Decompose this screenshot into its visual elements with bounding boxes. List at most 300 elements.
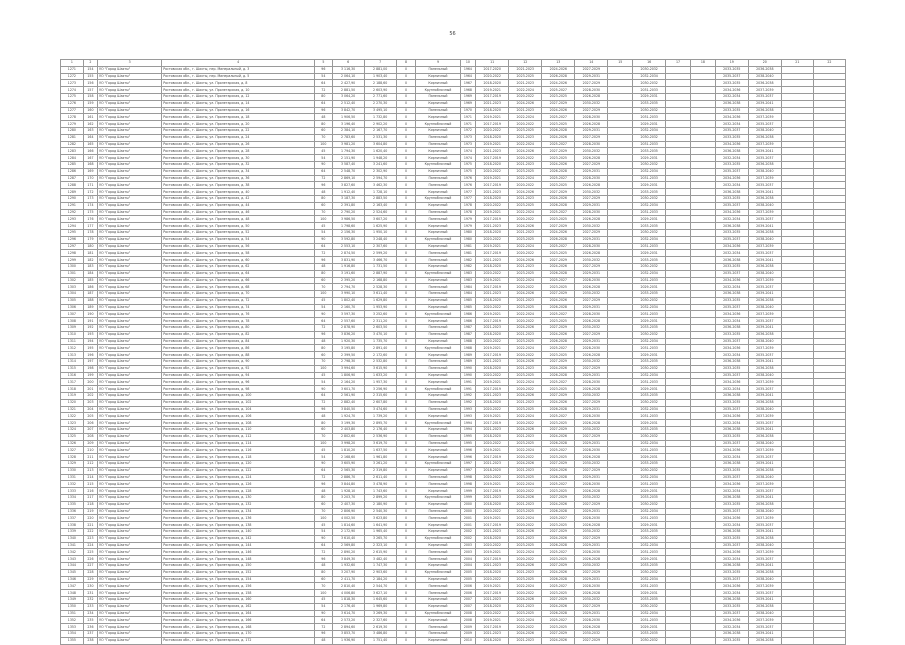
table-cell: УО "Город Шахты" xyxy=(98,603,162,610)
table-cell xyxy=(813,433,845,440)
table-cell: Панельный xyxy=(416,630,460,637)
table-cell: 2035-2037 xyxy=(715,168,748,175)
table-cell: 2030-2032 xyxy=(633,331,666,338)
table-cell: Ростовская обл., г. Шахты, пер. Минеральный, д. 3 xyxy=(162,66,315,73)
table-row xyxy=(61,433,846,440)
table-cell: 165 xyxy=(83,141,97,148)
table-cell: 2024-2026 xyxy=(509,359,542,366)
table-cell: 3 191,60 xyxy=(332,270,364,277)
table-cell: 0 xyxy=(396,535,416,542)
table-cell: 2037-2039 xyxy=(748,114,781,121)
table-cell: 2035-2037 xyxy=(748,556,781,563)
table-cell: 54 xyxy=(315,454,333,461)
table-cell xyxy=(781,284,813,291)
table-cell: 2024-2026 xyxy=(542,535,575,542)
table-cell: 2022-2024 xyxy=(509,209,542,216)
table-cell xyxy=(690,596,715,603)
table-cell xyxy=(690,189,715,196)
table-cell: 1 810,20 xyxy=(332,447,364,454)
table-cell: 2 176,40 xyxy=(364,427,396,434)
table-cell: Кирпичный xyxy=(416,100,460,107)
table-cell: 1990 xyxy=(460,365,475,372)
table-cell xyxy=(813,365,845,372)
table-cell: Ростовская обл., г. Шахты, ул. Пролетарская, д. 108 xyxy=(162,420,315,427)
table-cell: 54 xyxy=(315,528,333,535)
table-cell xyxy=(666,542,691,549)
table-cell: 2030-2032 xyxy=(575,257,608,264)
table-cell: 2037-2039 xyxy=(748,413,781,420)
table-cell xyxy=(690,386,715,393)
table-cell xyxy=(781,413,813,420)
table-cell: 2035-2037 xyxy=(748,522,781,529)
table-cell: 2026-2028 xyxy=(575,284,608,291)
table-cell: 2023-2025 xyxy=(542,454,575,461)
table-cell xyxy=(690,583,715,590)
table-cell: 2039-2041 xyxy=(748,393,781,400)
table-cell: 2027-2029 xyxy=(542,562,575,569)
table-cell: 1355 xyxy=(61,637,84,644)
table-cell xyxy=(781,508,813,515)
table-row xyxy=(61,168,846,175)
table-cell: 180 xyxy=(83,243,97,250)
table-cell: 0 xyxy=(396,311,416,318)
table-cell: Кирпичный xyxy=(416,427,460,434)
table-row xyxy=(61,603,846,610)
table-cell: 211 xyxy=(83,454,97,461)
table-cell: 1312 xyxy=(61,345,84,352)
table-cell: УО "Город Шахты" xyxy=(98,175,162,182)
table-cell xyxy=(608,243,633,250)
table-cell: 3 981,20 xyxy=(332,141,364,148)
table-cell: 227 xyxy=(83,562,97,569)
table-cell: Ростовская обл., г. Шахты, ул. Пролетарская, д. 134 xyxy=(162,508,315,515)
table-row xyxy=(61,311,846,318)
table-cell: 0 xyxy=(396,345,416,352)
table-cell xyxy=(690,338,715,345)
table-cell: 2024-2026 xyxy=(542,263,575,270)
table-cell xyxy=(690,576,715,583)
table-cell: 231 xyxy=(83,590,97,597)
table-cell: 2020-2022 xyxy=(509,386,542,393)
table-cell xyxy=(666,399,691,406)
column-header: 15 xyxy=(608,60,633,67)
table-cell: 2027-2029 xyxy=(542,189,575,196)
table-cell: 2025-2027 xyxy=(542,481,575,488)
table-cell xyxy=(813,562,845,569)
table-cell: УО "Город Шахты" xyxy=(98,338,162,345)
table-cell: 2026-2028 xyxy=(542,474,575,481)
table-cell: 2028-2030 xyxy=(575,311,608,318)
table-cell xyxy=(666,66,691,73)
table-cell xyxy=(813,522,845,529)
table-cell: 2026-2028 xyxy=(542,127,575,134)
table-cell xyxy=(666,297,691,304)
table-cell: 1999 xyxy=(460,488,475,495)
table-cell: 1985 xyxy=(460,297,475,304)
table-cell: УО "Город Шахты" xyxy=(98,427,162,434)
table-cell xyxy=(813,257,845,264)
table-cell xyxy=(813,474,845,481)
table-cell: 200 xyxy=(83,379,97,386)
table-cell: 2001 xyxy=(460,515,475,522)
table-cell: 0 xyxy=(396,331,416,338)
table-cell xyxy=(666,243,691,250)
table-cell: 236 xyxy=(83,624,97,631)
table-cell: 1313 xyxy=(61,352,84,359)
table-cell: 2 798,30 xyxy=(332,359,364,366)
table-cell xyxy=(666,535,691,542)
table-cell: 2038-2040 xyxy=(748,474,781,481)
table-cell: Кирпичный xyxy=(416,522,460,529)
table-cell: 2038-2040 xyxy=(748,168,781,175)
table-cell: 169 xyxy=(83,168,97,175)
table-cell: 2036-2038 xyxy=(715,528,748,535)
table-cell xyxy=(690,263,715,270)
table-cell xyxy=(781,522,813,529)
table-cell: 2027-2029 xyxy=(575,637,608,644)
table-cell: Кирпичный xyxy=(416,189,460,196)
table-cell: 2020-2022 xyxy=(509,420,542,427)
table-cell: 3 597,30 xyxy=(332,311,364,318)
table-cell: 0 xyxy=(396,243,416,250)
table-cell: Ростовская обл., г. Шахты, ул. Пролетарская, д. 132 xyxy=(162,501,315,508)
table-cell xyxy=(813,488,845,495)
table-cell xyxy=(666,637,691,644)
column-header: 6 xyxy=(332,60,364,67)
table-cell: 2026-2028 xyxy=(575,420,608,427)
table-row xyxy=(61,447,846,454)
table-cell: 2028-2030 xyxy=(575,114,608,121)
table-cell: 2020-2022 xyxy=(476,304,509,311)
table-cell: 176 xyxy=(83,216,97,223)
table-cell: 1298 xyxy=(61,250,84,257)
table-cell xyxy=(781,637,813,644)
table-cell xyxy=(666,617,691,624)
table-cell: 190 xyxy=(83,311,97,318)
table-cell: 1979 xyxy=(460,216,475,223)
table-cell: 2025-2027 xyxy=(542,345,575,352)
table-cell xyxy=(690,284,715,291)
table-cell: 0 xyxy=(396,474,416,481)
table-cell: 2023-2025 xyxy=(542,121,575,128)
table-cell: 80 xyxy=(315,345,333,352)
table-cell: 2019-2021 xyxy=(476,345,509,352)
table-cell: 210 xyxy=(83,447,97,454)
table-cell: 2036-2038 xyxy=(715,495,748,502)
table-cell: 1341 xyxy=(61,542,84,549)
table-cell: 2 384,10 xyxy=(332,127,364,134)
table-cell: 1975 xyxy=(460,168,475,175)
table-cell xyxy=(781,189,813,196)
table-cell: 2035-2037 xyxy=(715,236,748,243)
table-cell: 70 xyxy=(315,209,333,216)
table-cell: 206 xyxy=(83,420,97,427)
table-cell xyxy=(608,467,633,474)
table-cell: 100 xyxy=(315,590,333,597)
table-cell: 2034-2036 xyxy=(715,277,748,284)
table-cell: УО "Город Шахты" xyxy=(98,107,162,114)
table-cell: Кирпичный xyxy=(416,73,460,80)
table-cell: 2 156,30 xyxy=(332,229,364,236)
table-cell: 0 xyxy=(396,427,416,434)
table-cell: 2021-2023 xyxy=(476,148,509,155)
table-cell: 2031-2033 xyxy=(633,311,666,318)
table-cell: 0 xyxy=(396,556,416,563)
table-cell: 80 xyxy=(315,270,333,277)
table-cell: Ростовская обл., г. Шахты, ул. Пролетарская, д. 86 xyxy=(162,345,315,352)
table-cell xyxy=(666,372,691,379)
table-cell: 159 xyxy=(83,100,97,107)
table-cell: 2034-2036 xyxy=(715,549,748,556)
table-cell: Ростовская обл., г. Шахты, ул. Пролетарская, д. 164 xyxy=(162,610,315,617)
table-cell xyxy=(781,100,813,107)
table-cell: 2023-2025 xyxy=(509,576,542,583)
table-cell: 100 xyxy=(315,365,333,372)
table-cell: 2023-2025 xyxy=(542,284,575,291)
table-cell: Ростовская обл., г. Шахты, ул. Пролетарская, д. 28 xyxy=(162,148,315,155)
table-cell: 1303 xyxy=(61,284,84,291)
table-cell: УО "Город Шахты" xyxy=(98,243,162,250)
table-cell xyxy=(666,569,691,576)
table-cell: 64 xyxy=(315,100,333,107)
table-cell: 0 xyxy=(396,100,416,107)
table-cell: 2019-2021 xyxy=(476,583,509,590)
table-cell xyxy=(608,263,633,270)
table-cell: 2032-2034 xyxy=(633,576,666,583)
table-cell: 2023-2025 xyxy=(542,420,575,427)
table-cell: 1989 xyxy=(460,352,475,359)
table-cell: 1 920,30 xyxy=(332,338,364,345)
table-cell: 1297 xyxy=(61,243,84,250)
table-cell: 1277 xyxy=(61,107,84,114)
table-cell: 2023-2025 xyxy=(509,270,542,277)
table-cell xyxy=(781,427,813,434)
table-cell: 2033-2035 xyxy=(715,107,748,114)
table-cell: 3 203,70 xyxy=(332,495,364,502)
table-cell: 2022-2024 xyxy=(509,379,542,386)
table-cell xyxy=(690,359,715,366)
table-row xyxy=(61,175,846,182)
table-cell xyxy=(666,433,691,440)
table-cell: УО "Город Шахты" xyxy=(98,447,162,454)
table-cell xyxy=(690,515,715,522)
table-cell: Панельный xyxy=(416,549,460,556)
table-cell: 3 619,70 xyxy=(364,440,396,447)
table-row xyxy=(61,134,846,141)
table-cell xyxy=(781,236,813,243)
column-header: 16 xyxy=(633,60,666,67)
table-cell: 2017-2019 xyxy=(476,590,509,597)
table-cell: 2023-2025 xyxy=(542,352,575,359)
table-cell: УО "Город Шахты" xyxy=(98,291,162,298)
table-cell: 2024-2026 xyxy=(542,467,575,474)
table-cell: Ростовская обл., г. Шахты, ул. Пролетарская, д. 20 xyxy=(162,121,315,128)
table-cell: УО "Город Шахты" xyxy=(98,182,162,189)
table-cell: 2038-2040 xyxy=(748,270,781,277)
table-cell: 2029-2031 xyxy=(633,454,666,461)
table-cell xyxy=(781,630,813,637)
table-cell: 2009 xyxy=(460,630,475,637)
table-cell xyxy=(608,66,633,73)
table-row xyxy=(61,257,846,264)
table-cell: 64 xyxy=(315,467,333,474)
table-cell: Ростовская обл., г. Шахты, ул. Пролетарская, д. 56 xyxy=(162,243,315,250)
table-cell: 2019-2021 xyxy=(476,87,509,94)
table-cell: 2035-2037 xyxy=(715,202,748,209)
table-cell xyxy=(690,528,715,535)
table-cell: 2034-2036 xyxy=(715,243,748,250)
table-cell: 2033-2035 xyxy=(715,399,748,406)
column-header: 19 xyxy=(715,60,748,67)
table-cell: 60 xyxy=(315,427,333,434)
table-cell: 2002 xyxy=(460,535,475,542)
table-cell: 2 407,30 xyxy=(332,501,364,508)
table-cell: 2004 xyxy=(460,562,475,569)
table-cell: 1974 xyxy=(460,148,475,155)
table-cell: 80 xyxy=(315,195,333,202)
table-cell xyxy=(781,352,813,359)
table-cell: Панельный xyxy=(416,175,460,182)
table-cell xyxy=(781,195,813,202)
table-cell: 1283 xyxy=(61,148,84,155)
table-cell: Ростовская обл., г. Шахты, ул. Пролетарская, д. 66 xyxy=(162,277,315,284)
table-cell: 2023-2025 xyxy=(509,73,542,80)
table-cell xyxy=(666,209,691,216)
table-cell: 156 xyxy=(83,80,97,87)
table-cell: 1287 xyxy=(61,175,84,182)
table-cell: 2023-2025 xyxy=(509,372,542,379)
table-cell xyxy=(690,365,715,372)
table-cell xyxy=(813,637,845,644)
table-cell: 1345 xyxy=(61,569,84,576)
table-cell xyxy=(813,155,845,162)
table-cell: 2022-2024 xyxy=(509,87,542,94)
table-cell: 2036-2038 xyxy=(715,630,748,637)
table-cell: 0 xyxy=(396,528,416,535)
table-cell: 3 199,30 xyxy=(332,420,364,427)
table-cell: 2027-2029 xyxy=(542,596,575,603)
table-cell: 2036-2038 xyxy=(715,325,748,332)
table-cell: 3 614,70 xyxy=(332,610,364,617)
table-cell: 3 064,20 xyxy=(332,93,364,100)
table-cell: Панельный xyxy=(416,590,460,597)
table-cell: 2003 xyxy=(460,542,475,549)
table-cell xyxy=(608,576,633,583)
table-cell: 2 167,70 xyxy=(364,127,396,134)
table-cell: 2018-2020 xyxy=(476,501,509,508)
table-cell: 2030-2032 xyxy=(633,365,666,372)
table-cell: 2020-2022 xyxy=(476,508,509,515)
table-cell: 214 xyxy=(83,474,97,481)
table-cell: Панельный xyxy=(416,250,460,257)
table-cell: 2030-2032 xyxy=(575,291,608,298)
table-cell: 2027-2029 xyxy=(542,325,575,332)
table-cell: 1967 xyxy=(460,80,475,87)
table-cell: 54 xyxy=(315,229,333,236)
table-cell: 1982 xyxy=(460,257,475,264)
table-cell: 3 187,30 xyxy=(332,195,364,202)
table-cell: 3 986,50 xyxy=(332,216,364,223)
table-cell: 2020-2022 xyxy=(476,440,509,447)
table-cell: 1979 xyxy=(460,223,475,230)
table-cell: 2021-2023 xyxy=(476,495,509,502)
table-cell: 1350 xyxy=(61,603,84,610)
table-cell: 2035-2037 xyxy=(748,121,781,128)
table-cell: 1275 xyxy=(61,93,84,100)
table-cell: 2027-2029 xyxy=(575,365,608,372)
table-cell: 90 xyxy=(315,535,333,542)
table-cell: 2039-2041 xyxy=(748,291,781,298)
table-cell xyxy=(690,216,715,223)
table-cell: 3 116,30 xyxy=(332,66,364,73)
table-cell: Панельный xyxy=(416,182,460,189)
table-cell: 2037-2039 xyxy=(748,141,781,148)
table-cell: 1 903,40 xyxy=(364,73,396,80)
table-cell xyxy=(690,291,715,298)
table-row xyxy=(61,515,846,522)
table-cell: 3 844,80 xyxy=(332,481,364,488)
table-cell xyxy=(813,515,845,522)
table-cell xyxy=(781,168,813,175)
table-cell xyxy=(608,379,633,386)
table-cell: 2017-2019 xyxy=(476,250,509,257)
table-cell xyxy=(690,236,715,243)
table-cell xyxy=(608,488,633,495)
table-cell xyxy=(781,556,813,563)
table-cell: 0 xyxy=(396,576,416,583)
table-cell: Ростовская обл., г. Шахты, ул. Пролетарская, д. 78 xyxy=(162,318,315,325)
table-cell: Ростовская обл., г. Шахты, ул. Пролетарская, д. 122 xyxy=(162,467,315,474)
table-cell: 2019-2021 xyxy=(476,515,509,522)
table-cell: 1994 xyxy=(460,420,475,427)
table-cell xyxy=(608,637,633,644)
table-cell: 2025-2027 xyxy=(542,114,575,121)
table-cell: 0 xyxy=(396,569,416,576)
table-cell: 2028-2030 xyxy=(575,345,608,352)
table-cell: 2023-2025 xyxy=(509,304,542,311)
table-cell: 2019-2021 xyxy=(476,209,509,216)
table-cell xyxy=(813,399,845,406)
table-cell xyxy=(608,141,633,148)
table-cell: 0 xyxy=(396,488,416,495)
table-cell: 2 883,50 xyxy=(364,195,396,202)
table-cell: 2039-2041 xyxy=(748,562,781,569)
table-cell: 1 731,50 xyxy=(364,263,396,270)
table-cell: 233 xyxy=(83,603,97,610)
table-cell: 1317 xyxy=(61,379,84,386)
table-cell xyxy=(666,440,691,447)
table-cell: 2018-2020 xyxy=(476,161,509,168)
table-cell xyxy=(690,195,715,202)
table-cell: Ростовская обл., г. Шахты, ул. Пролетарская, д. 144 xyxy=(162,542,315,549)
table-cell: 179 xyxy=(83,236,97,243)
table-cell: 202 xyxy=(83,393,97,400)
table-cell: 1314 xyxy=(61,359,84,366)
table-cell: УО "Город Шахты" xyxy=(98,209,162,216)
table-cell: 2035-2037 xyxy=(748,284,781,291)
table-cell: 2029-2031 xyxy=(633,250,666,257)
table-cell: 2035-2037 xyxy=(715,610,748,617)
table-cell: Кирпичный xyxy=(416,263,460,270)
table-cell: 2021-2023 xyxy=(509,365,542,372)
table-cell: 90 xyxy=(315,610,333,617)
table-cell: 2020-2022 xyxy=(509,250,542,257)
table-cell: 2019-2021 xyxy=(476,311,509,318)
table-cell xyxy=(608,175,633,182)
table-cell: 72 xyxy=(315,399,333,406)
table-cell xyxy=(608,569,633,576)
table-cell xyxy=(690,569,715,576)
